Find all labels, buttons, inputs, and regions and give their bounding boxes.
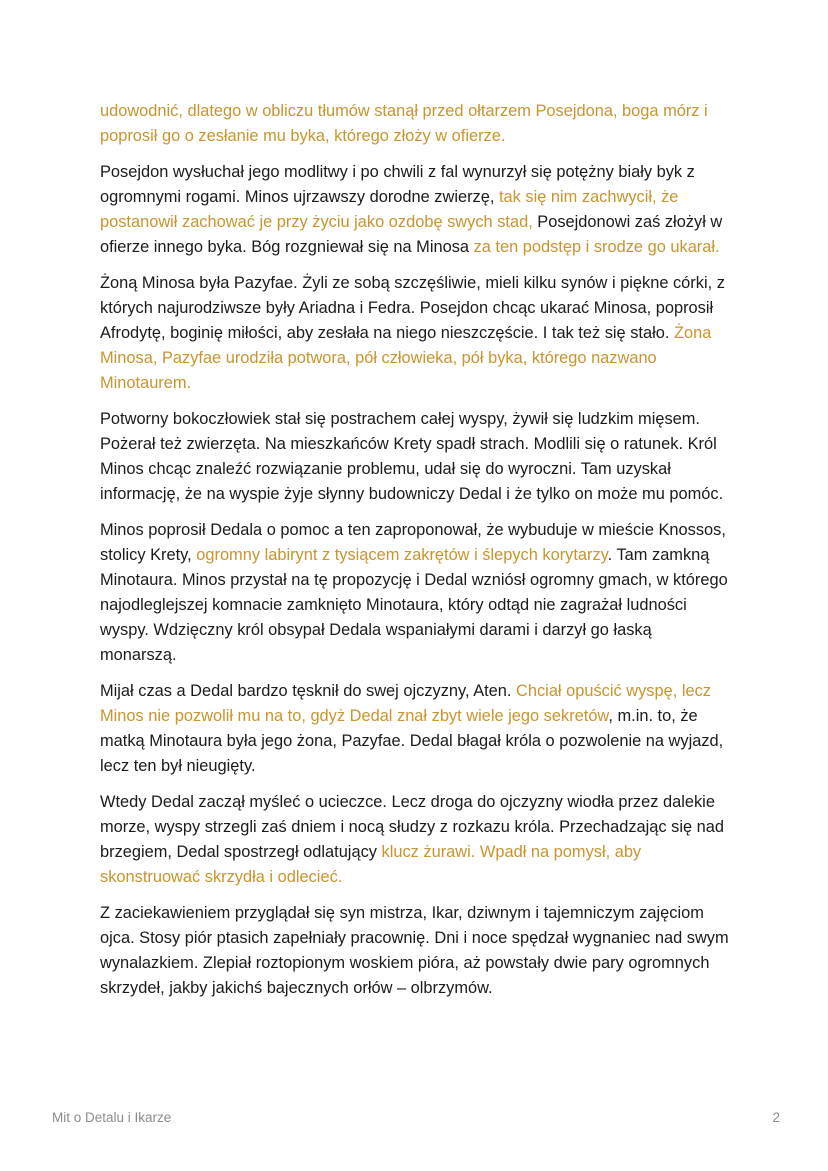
- body-text: Wtedy Dedal zaczął myśleć o ucieczce. Lecz droga do ojczyzny wiodła przez dalekie morze, wyspy strzegli zaś dniem i nocą słudzy z rozkazu króla. Przechadzając się nad brzegiem, Dedal spostrzegł odlatujący: [100, 793, 725, 861]
- paragraph: [100, 407, 732, 507]
- document-body: [100, 99, 732, 1012]
- highlighted-text: klucz żurawi. Wpadł na pomysł, aby skonstruować skrzydła i odlecieć.: [100, 843, 642, 886]
- page-number: 2: [772, 1110, 780, 1125]
- body-text: . Tam zamkną Minotaura. Minos przystał na tę propozycję i Dedal wzniósł ogromny gmach, w którego najodleglejszej komnacie zamknięto Minotaura, który odtąd nie zagrażał ludności wyspy. Wdzięczny król obsypał Dedala wspaniałymi darami i darzył go łaską monarszą.: [100, 546, 728, 664]
- body-text: Z zaciekawieniem przyglądał się syn mistrza, Ikar, dziwnym i tajemniczym zajęciom ojca. Stosy piór ptasich zapełniały pracownię. Dni i noce spędzał wygnaniec nad swym wynalazkiem. Zlepiał roztopionym woskiem pióra, aż powstały dwie pary ogromnych skrzydeł, jakby jakichś bajecznych orłów – olbrzymów.: [100, 904, 729, 997]
- paragraph: [100, 99, 732, 149]
- body-text: Posejdon wysłuchał jego modlitwy i po chwili z fal wynurzył się potężny biały byk z ogromnymi rogami. Minos ujrzawszy dorodne zwierzę,: [100, 163, 695, 206]
- body-text: Mijał czas a Dedal bardzo tęsknił do swej ojczyzny, Aten.: [100, 682, 517, 700]
- body-text: , m.in. to, że matką Minotaura była jego żona, Pazyfae. Dedal błagał króla o pozwolenie na wyjazd, lecz ten był nieugięty.: [100, 707, 724, 775]
- body-text: Żoną Minosa była Pazyfae. Żyli ze sobą szczęśliwie, mieli kilku synów i piękne córki, z których najurodziwsze były Ariadna i Fedra. Posejdon chcąc ukarać Minosa, poprosił Afrodytę, boginię miłości, aby zesłała na niego nieszczęście. I tak też się stało.: [100, 274, 725, 342]
- paragraph: [100, 790, 732, 890]
- paragraph: [100, 160, 732, 260]
- paragraph: [100, 679, 732, 779]
- body-text: Posejdonowi zaś złożył w ofierze innego byka. Bóg rozgniewał się na Minosa: [100, 213, 723, 256]
- paragraph: [100, 901, 732, 1001]
- footer-title: Mit o Detalu i Ikarze: [52, 1110, 172, 1125]
- highlighted-text: za ten podstęp i srodze go ukarał.: [473, 238, 720, 256]
- highlighted-text: Chciał opuścić wyspę, lecz Minos nie pozwolił mu na to, gdyż Dedal znał zbyt wiele jego sekretów: [100, 682, 711, 725]
- highlighted-text: udowodnić, dlatego w obliczu tłumów stanął przed ołtarzem Posejdona, boga mórz i poprosił go o zesłanie mu byka, którego złoży w ofierze.: [100, 102, 708, 145]
- highlighted-text: ogromny labirynt z tysiącem zakrętów i ślepych korytarzy: [196, 546, 608, 564]
- body-text: Minos poprosił Dedala o pomoc a ten zaproponował, że wybuduje w mieście Knossos, stolicy Krety,: [100, 521, 726, 564]
- paragraph: [100, 518, 732, 668]
- highlighted-text: Żona Minosa, Pazyfae urodziła potwora, pół człowieka, pół byka, którego nazwano Minotaurem.: [100, 324, 712, 392]
- paragraph: [100, 271, 732, 396]
- body-text: Potworny bokoczłowiek stał się postrachem całej wyspy, żywił się ludzkim mięsem. Pożerał też zwierzęta. Na mieszkańców Krety spadł strach. Modlili się o ratunek. Król Minos chcąc znaleźć rozwiązanie problemu, udał się do wyroczni. Tam uzyskał informację, że na wyspie żyje słynny budowniczy Dedal i że tylko on może mu pomóc.: [100, 410, 724, 503]
- highlighted-text: tak się nim zachwycił, że postanowił zachować je przy życiu jako ozdobę swych stad,: [100, 188, 679, 231]
